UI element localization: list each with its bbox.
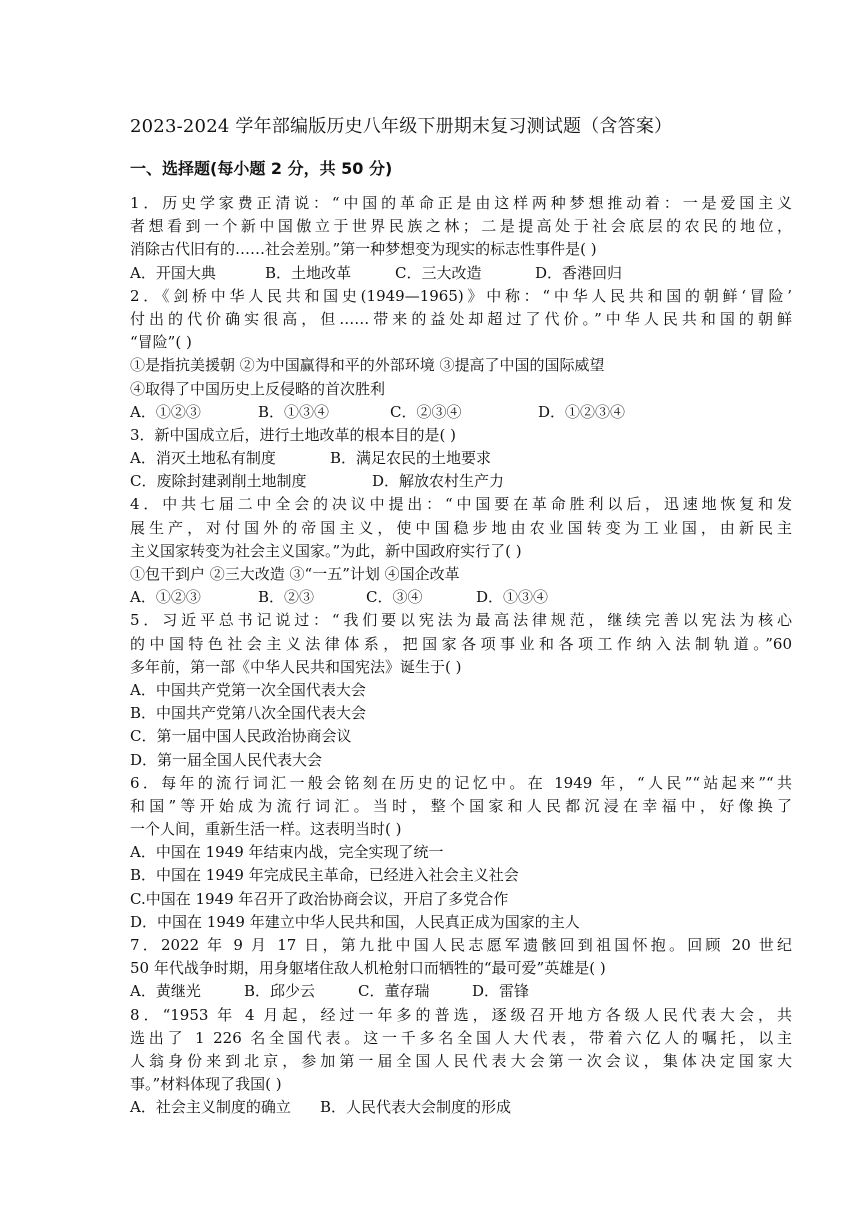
question-text: 多年前，第一部《中华人民共和国宪法》诞生于( ) [130,657,462,676]
options-row [130,470,792,493]
question-2 [130,285,792,424]
question-text: 消除古代旧有的……社会差别。”第一种梦想变为现实的标志性事件是( ) [130,240,597,259]
option-b: B．①③④ [258,402,330,421]
question-text: 2．《剑桥中华人民共和国史(1949—1965)》中称：“中华人民共和国的朝鲜‘冒险’ [130,286,792,305]
question-text: 4．中共七届二中全会的决议中提出：“中国要在革命胜利以后，迅速地恢复和发 [130,495,792,514]
option-d: D．第一届全国人民代表大会 [130,750,323,769]
statement-list: ④取得了中国历史上反侵略的首次胜利 [130,379,386,398]
option-b: B．中国在 1949 年完成民主革命，已经进入社会主义社会 [130,866,519,885]
question-text: 7．2022 年 9 月 17 日，第九批中国人民志愿军遗骸回到祖国怀抱。回顾 20 世纪 [130,936,792,954]
option-a: A．开国大典 [130,263,216,282]
option-b: B．土地改革 [265,263,352,282]
question-text: 付出的代价确实很高，但……带来的益处却超过了代价。”中华人民共和国的朝鲜 [130,309,792,328]
option-d: D．解放农村生产力 [372,472,505,491]
question-text: 选出了 1 226 名全国代表。这一千多名全国人大代表，带着六亿人的嘱托，以主 [130,1028,792,1047]
option-c: C．董存瑞 [358,982,430,1001]
question-text: 3．新中国成立后，进行土地改革的根本目的是( ) [130,425,457,444]
option-c: C.中国在 1949 年召开了政治协商会议，开启了多党合作 [130,889,509,908]
option-d: D．中国在 1949 年建立中华人民共和国，人民真正成为国家的主人 [130,912,580,931]
question-text: 50 年代战争时期，用身躯堵住敌人机枪射口而牺牲的“最可爱”英雄是( ) [130,959,606,978]
option-a: A．中国共产党第一次全国代表大会 [130,680,366,699]
option-b: B．邱少云 [244,982,316,1001]
question-1 [130,192,792,285]
question-text: 主义国家转变为社会主义国家。”为此，新中国政府实行了( ) [130,541,522,560]
option-a: A．消灭土地私有制度 [130,449,276,468]
question-text: 8．“1953 年 4 月起，经过一年多的普选，逐级召开地方各级人民代表大会，共 [130,1005,792,1024]
option-b: B．满足农民的土地要求 [330,449,492,468]
question-5 [130,609,792,771]
question-3 [130,424,792,494]
question-text: 5．习近平总书记说过：“我们要以宪法为最高法律规范，继续完善以宪法为核心 [130,611,792,630]
option-a: A．黄继光 [130,982,201,1001]
question-4 [130,493,792,609]
statement-list: ①包干到户 ②三大改造 ③“一五”计划 ④国企改革 [130,565,460,583]
options-row [130,401,792,424]
option-c: C．废除封建剥削土地制度 [130,472,307,491]
question-text: “冒险”( ) [130,333,192,352]
options-row [130,447,792,470]
options-row [130,262,792,285]
option-d: D．①②③④ [538,402,626,421]
option-a: A．①②③ [130,588,201,607]
option-b: B．中国共产党第八次全国代表大会 [130,704,367,723]
question-text: 者想看到一个新中国傲立于世界民族之林；二是提高处于社会底层的农民的地位， [130,217,792,236]
option-b: B．②③ [258,588,315,607]
question-text: 事。”材料体现了我国( ) [130,1075,282,1094]
document-title: 2023-2024 学年部编版历史八年级下册期末复习测试题（含答案） [130,116,673,137]
question-text: 6．每年的流行词汇一般会铭刻在历史的记忆中。在 1949 年，“人民”“站起来”“共 [130,773,792,792]
option-c: C．第一届中国人民政治协商会议 [130,727,352,746]
question-text: 展生产，对付国外的帝国主义，使中国稳步地由农业国转变为工业国，由新民主 [130,518,792,537]
question-text: 一个人间，重新生活一样。这表明当时( ) [130,820,402,839]
question-8 [130,1004,792,1120]
options-row [130,1096,792,1119]
statement-list: ①是指抗美援朝 ②为中国赢得和平的外部环境 ③提高了中国的国际威望 [130,356,605,375]
options-row [130,980,792,1003]
options-row [130,586,792,609]
option-d: D．香港回归 [535,263,623,282]
option-c: C．③④ [366,588,423,607]
question-text: 的中国特色社会主义法律体系，把国家各项事业和各项工作纳入法制轨道。”60 [130,634,792,653]
section-heading: 一、选择题(每小题 2 分，共 50 分) [130,159,393,178]
option-c: C．三大改造 [395,263,482,282]
option-d: D．①③④ [476,588,549,607]
question-text: 人翁身份来到北京，参加第一届全国人民代表大会第一次会议，集体决定国家大 [130,1051,792,1070]
option-c: C．②③④ [390,402,462,421]
question-text: 1．历史学家费正清说：“中国的革命正是由这样两种梦想推动着：一是爱国主义 [130,194,792,212]
option-a: A．社会主义制度的确立 [130,1098,291,1117]
question-7 [130,934,792,1004]
option-a: A．中国在 1949 年结束内战，完全实现了统一 [130,843,444,862]
option-a: A．①②③ [130,402,201,421]
option-b: B．人民代表大会制度的形成 [320,1098,512,1117]
option-d: D．雷锋 [472,982,530,1001]
question-6 [130,772,792,934]
question-text: 和国”等开始成为流行词汇。当时，整个国家和人民都沉浸在幸福中，好像换了 [130,796,792,815]
